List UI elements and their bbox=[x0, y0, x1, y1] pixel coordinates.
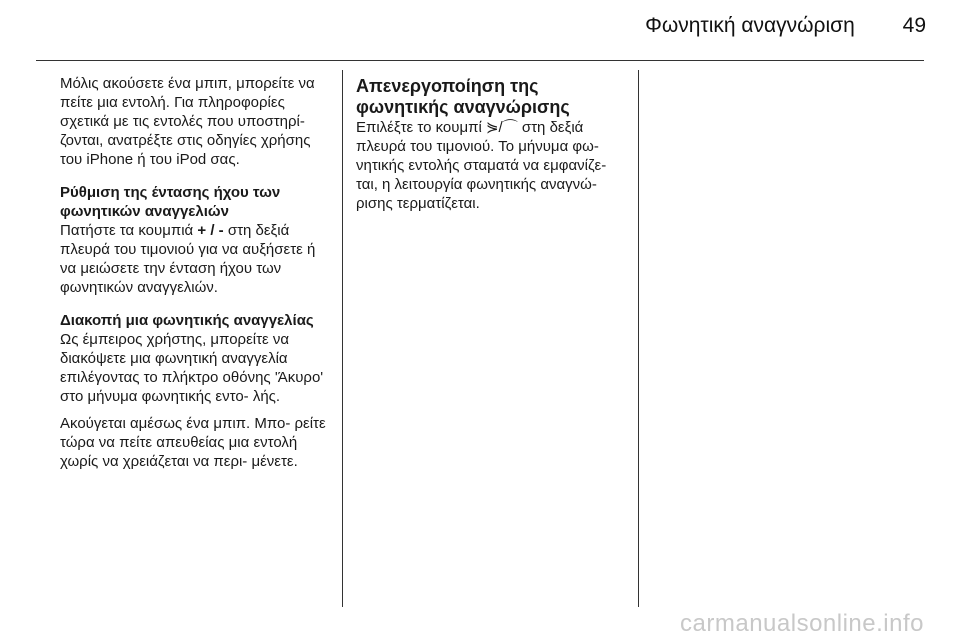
intro-paragraph: Μόλις ακούσετε ένα μπιπ, μπορείτε να πείτε μια εντολή. Για πληροφορίες σχετικά με τις εντολές που υποστηρί- ζονται, ανατρέξτε στις οδηγίες χρήσης του iPhone ή του iPod σας. bbox=[60, 75, 315, 168]
section-deactivate-heading: Απενεργοποίηση της φωνητικής αναγνώρισης bbox=[356, 76, 570, 117]
column-divider bbox=[342, 70, 343, 607]
section-deactivate-text-post: στη δεξιά πλευρά του τιμονιού. Το μήνυμα φω- νητικής εντολής σταματά να εμφανίζε- ται, η λειτουργία φωνητικής αναγνώ- ρισης τερματίζεται. bbox=[356, 119, 607, 212]
section-interrupt-heading: Διακοπή μια φωνητικής αναγγελίας bbox=[60, 312, 314, 329]
section-volume-text-post: στη δεξιά πλευρά του τιμονιού για να αυξήσετε ή να μειώσετε την ένταση ήχου των φωνητικών αναγγελιών. bbox=[60, 222, 316, 296]
page-number: 49 bbox=[902, 14, 926, 37]
volume-keys: + / - bbox=[197, 222, 224, 239]
section-deactivate-text-pre: Επιλέξτε το κουμπί bbox=[356, 119, 486, 136]
section-interrupt-text: Ως έμπειρος χρήστης, μπορείτε να διακόψετε μια φωνητική αναγγελία επιλέγοντας το πλήκτρο οθόνης 'Άκυρο' στο μήνυμα φωνητικής εντο- λής. bbox=[60, 331, 324, 405]
section-deactivate-text bbox=[356, 118, 628, 213]
watermark: carmanualsonline.info bbox=[680, 610, 924, 637]
section-interrupt bbox=[60, 311, 332, 406]
section-volume bbox=[60, 183, 332, 297]
section-interrupt-text-2: Ακούγεται αμέσως ένα μπιπ. Μπο- ρείτε τώρα να πείτε απευθείας μια εντολή χωρίς να χρειάζεται να περι- μένετε. bbox=[60, 415, 326, 470]
section-volume-heading: Ρύθμιση της έντασης ήχου των φωνητικών αναγγελιών bbox=[60, 184, 281, 220]
header-rule bbox=[36, 60, 924, 61]
column-divider-right bbox=[638, 70, 639, 607]
page-header bbox=[0, 14, 926, 38]
column-right bbox=[356, 76, 628, 227]
column-left bbox=[60, 74, 332, 485]
page-title: Φωνητική αναγνώριση bbox=[645, 14, 855, 37]
voice-off-icon: ⋟/⌒ bbox=[485, 119, 518, 136]
section-volume-text-pre: Πατήστε τα κουμπιά bbox=[60, 222, 198, 239]
